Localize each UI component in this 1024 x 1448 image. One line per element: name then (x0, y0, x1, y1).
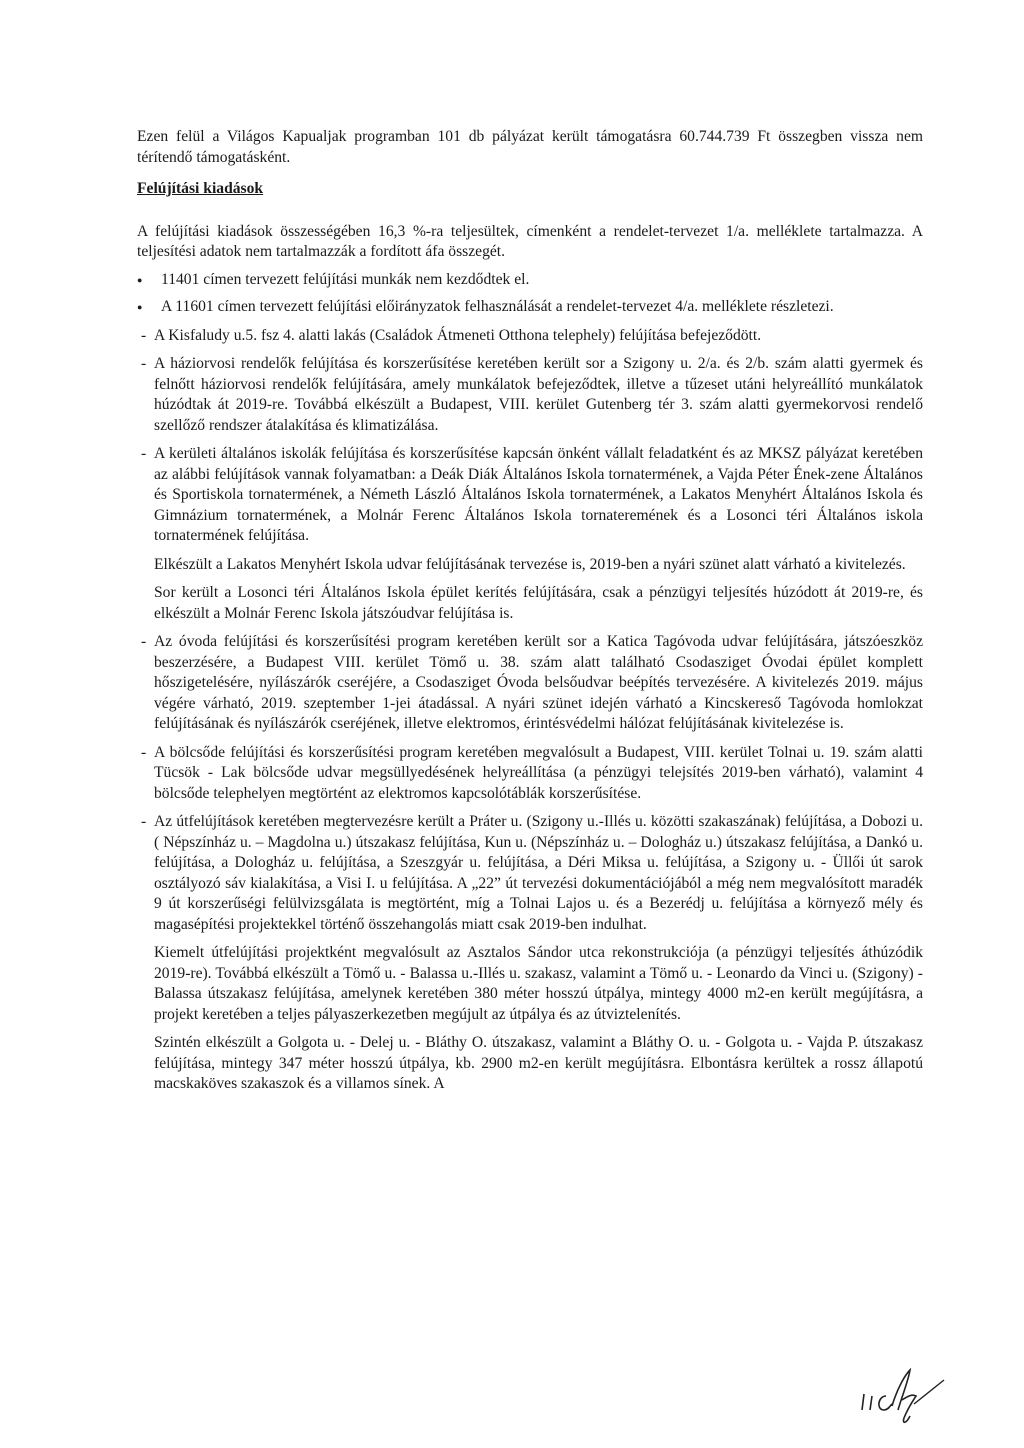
dash-item: - A Kisfaludy u.5. fsz 4. alatti lakás (Családok Átmeneti Otthona telephely) felújítása befejeződött. (137, 326, 923, 347)
dash-item: - A bölcsőde felújítási és korszerűsítési program keretében megvalósult a Budapest, VIII. kerület Tolnai u. 19. szám alatti Tücsök - Lak bölcsőde udvar megsüllyedésének helyreállítása (a pénzügyi telejsítés 2019-ben várható), valamint 4 bölcsőde telephelyen megtörtént az elektromos kapcsolótáblák korszerűsítése. (137, 743, 923, 805)
indented-paragraph: Kiemelt útfelújítási projektként megvalósult az Asztalos Sándor utca rekonstrukciója (a pénzügyi teljesítés áthúzódik 2019-re). Továbbá elkészült a Tömő u. - Balassa u.-Illés u. szakasz, valamint a Tömő u. - Leonardo da Vinci u. (Szigony) - Balassa útszakasz felújítása, amelynek keretében 380 méter hosszú útpálya, mintegy 4000 m2-en került megújításra, a projekt keretében a teljes pályaszerkezetben megújult az útpálya és az útviztelenítés. (154, 944, 923, 1023)
indented-paragraph: Elkészült a Lakatos Menyhért Iskola udvar felújításának tervezése is, 2019-ben a nyári szünet alatt várható a kivitelezés. (154, 555, 906, 573)
dash-item: - A háziorvosi rendelők felújítása és korszerűsítése keretében került sor a Szigony u. 2/a. és 2/b. szám alatti gyermek és felnőtt háziorvosi rendelők felújítására, amely munkálatok befejeződtek, illetve a tűzeset utáni helyreállító munkálatok húzódtak át 2019-re. Továbbá elkészült a Budapest, VIII. kerület Gutenberg tér 3. szám alatti gyermekorvosi rendelő szellőző rendszer átalakítása és klimatizálása. (137, 354, 923, 436)
section-heading: Felújítási kiadások (137, 180, 264, 197)
paragraph-overview: A felújítási kiadások összességében 16,3 %-ra teljesültek, címenként a rendelet-tervezet 1/a. melléklete tartalmazza. A teljesítési adatok nem tartalmazzák a fordított áfa összegét. (137, 222, 923, 260)
indented-paragraph: Sor került a Losonci téri Általános Iskola épület kerítés felújítására, csak a pénzügyi teljesítés húzódott át 2019-re, és elkészült a Molnár Ferenc Iskola játszóudvar felújítása is. (154, 584, 923, 622)
handwritten-signature (858, 1366, 948, 1426)
dash-item: - Az útfelújítások keretében megtervezésre került a Práter u. (Szigony u.-Illés u. közötti szakaszának) felújítása, a Dobozi u. ( Népszínház u. – Magdolna u.) útszakasz felújítása, Kun u. (Népszínház u. – Dologház u.) útszakasz felújítása, a Dankó u. felújítása, a Dologház u. felújítása, a Szeszgyár u. felújítása, a Déri Miksa u. felújítása, a Szigony u. - Üllői út sarok osztályozó sáv kialakítása, a Visi I. u felújítása. A „22” út tervezési dokumentációjából a még nem megvalósított maradék 9 út korszerűségi felülvizsgálata is megtörtént, míg a Tolnai Lajos u. és a Bezerédj u. felújítása a környező mély és magasépítési projektekkel történő összehangolás miatt csak 2019-ben indulhat. (137, 812, 923, 935)
bullet-item: ● A 11601 címen tervezett felújítási előirányzatok felhasználását a rendelet-tervezet 4/a. melléklete részletezi. (137, 297, 923, 318)
bullet-item: ● 11401 címen tervezett felújítási munkák nem kezdődtek el. (137, 270, 923, 291)
indented-paragraph: Szintén elkészült a Golgota u. - Delej u. - Bláthy O. útszakasz, valamint a Bláthy O. u. - Golgota u. - Vajda P. útszakasz felújítása, mintegy 347 méter hosszú útpálya, kb. 2900 m2-en került megújításra. Elbontásra kerültek a rossz állapotú macskaköves szakaszok és a villamos sínek. A (154, 1034, 923, 1092)
dash-item: - Az óvoda felújítási és korszerűsítési program keretében került sor a Katica Tagóvoda udvar felújítására, játszóeszköz beszerzésére, a Budapest VIII. kerület Tömő u. 38. szám alatt található Csodasziget Óvodai épület komplett hőszigetelésére, nyílászárók cseréjére, a Csodasziget Óvoda belsőudvar beépítés tervezésére. A kivitelezés 2019. május végére várható, 2019. szeptember 1-jei átadással. A nyári szünet idején várható a Kincskereső Tagóvoda homlokzat felújításának és nyílászárók cseréjének, illetve elektromos, érintésvédelmi hálózat felújításának kivitelezése is. (137, 632, 923, 735)
page-content (137, 127, 923, 1095)
dash-item: - A kerületi általános iskolák felújítása és korszerűsítése kapcsán önként vállalt feladatként és az MKSZ pályázat keretében az alábbi felújítások vannak folyamatban: a Deák Diák Általános Iskola tornatermének, a Vajda Péter Ének-zene Általános és Sportiskola tornatermének, a Németh László Általános Iskola tornatermének, a Lakatos Menyhért Általános Iskola és Gimnázium tornatermének, a Molnár Ferenc Általános Iskola tornateremének és a Losonci téri Általános iskola tornatermének felújítása. (137, 444, 923, 547)
intro-paragraph: Ezen felül a Világos Kapualjak programban 101 db pályázat került támogatásra 60.744.739 Ft összegben vissza nem térítendő támogatásként. (137, 128, 923, 166)
